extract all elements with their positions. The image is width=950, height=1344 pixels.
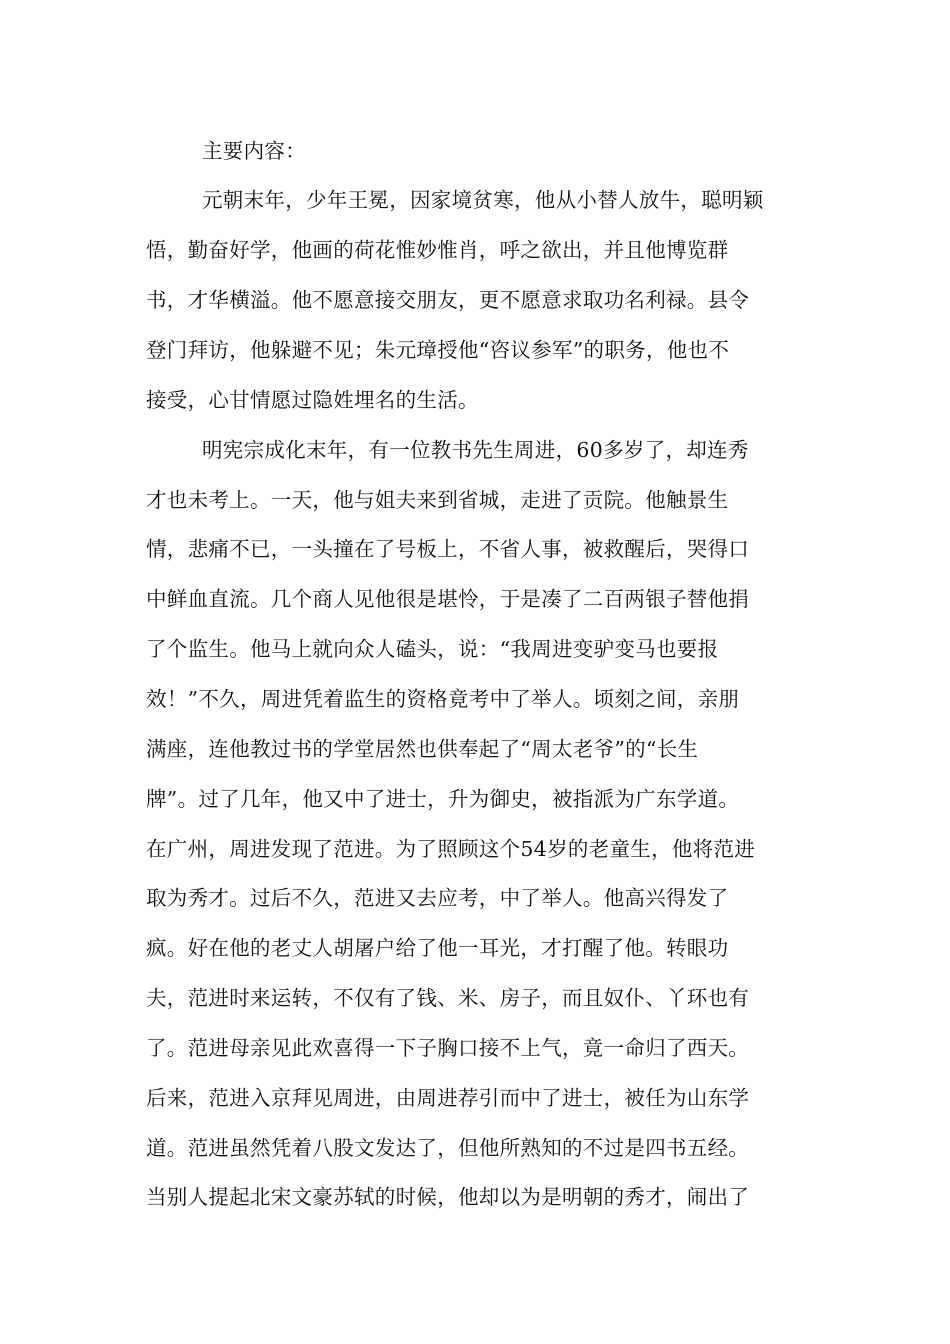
text-line: 元朝末年，少年王冕，因家境贫寒，他从小替人放牛，聪明颖 bbox=[202, 188, 764, 212]
text-line: 书，才华横溢。他不愿意接交朋友，更不愿意求取功名利禄。县令 bbox=[146, 288, 750, 312]
text-line: 当别人提起北宋文豪苏轼的时候，他却以为是明朝的秀才，闹出了 bbox=[146, 1185, 750, 1209]
text-line: 牌”。过了几年，他又中了进士，升为御史，被指派为广东学道。 bbox=[146, 787, 740, 811]
text-line: 了。范进母亲见此欢喜得一下子胸口接不上气，竟一命归了西天。 bbox=[146, 1036, 750, 1060]
section-heading: 主要内容： bbox=[202, 139, 306, 163]
text-line: 后来，范进入京拜见周进，由周进荐引而中了进士，被任为山东学 bbox=[146, 1086, 750, 1110]
text-line: 明宪宗成化末年，有一位教书先生周进，60多岁了，却连秀 bbox=[202, 438, 749, 462]
text-line: 了个监生。他马上就向众人磕头，说：“我周进变驴变马也要报 bbox=[146, 637, 719, 661]
text-line: 情，悲痛不已，一头撞在了号板上，不省人事，被救醒后，哭得口 bbox=[146, 537, 750, 561]
text-line: 在广州，周进发现了范进。为了照顾这个54岁的老童生，他将范进 bbox=[146, 837, 756, 861]
text-line: 才也未考上。一天，他与姐夫来到省城，走进了贡院。他触景生 bbox=[146, 488, 729, 512]
text-line: 满座，连他教过书的学堂居然也供奉起了“周太老爷”的“长生 bbox=[146, 737, 699, 761]
text-line: 夫，范进时来运转，不仅有了钱、米、房子，而且奴仆、丫环也有 bbox=[146, 986, 750, 1010]
text-line: 取为秀才。过后不久，范进又去应考，中了举人。他高兴得发了 bbox=[146, 886, 729, 910]
text-line: 道。范进虽然凭着八股文发达了，但他所熟知的不过是四书五经。 bbox=[146, 1136, 750, 1160]
text-line: 中鲜血直流。几个商人见他很是堪怜，于是凑了二百两银子替他捐 bbox=[146, 587, 750, 611]
text-line: 登门拜访，他躲避不见；朱元璋授他“咨议参军”的职务，他也不 bbox=[146, 338, 730, 362]
text-line: 接受，心甘情愿过隐姓埋名的生活。 bbox=[146, 388, 479, 412]
text-line: 效！”不久，周进凭着监生的资格竟考中了举人。顷刻之间，亲朋 bbox=[146, 687, 740, 711]
text-line: 悟，勤奋好学，他画的荷花惟妙惟肖，呼之欲出，并且他博览群 bbox=[146, 238, 729, 262]
text-line: 疯。好在他的老丈人胡屠户给了他一耳光，才打醒了他。转眼功 bbox=[146, 936, 729, 960]
